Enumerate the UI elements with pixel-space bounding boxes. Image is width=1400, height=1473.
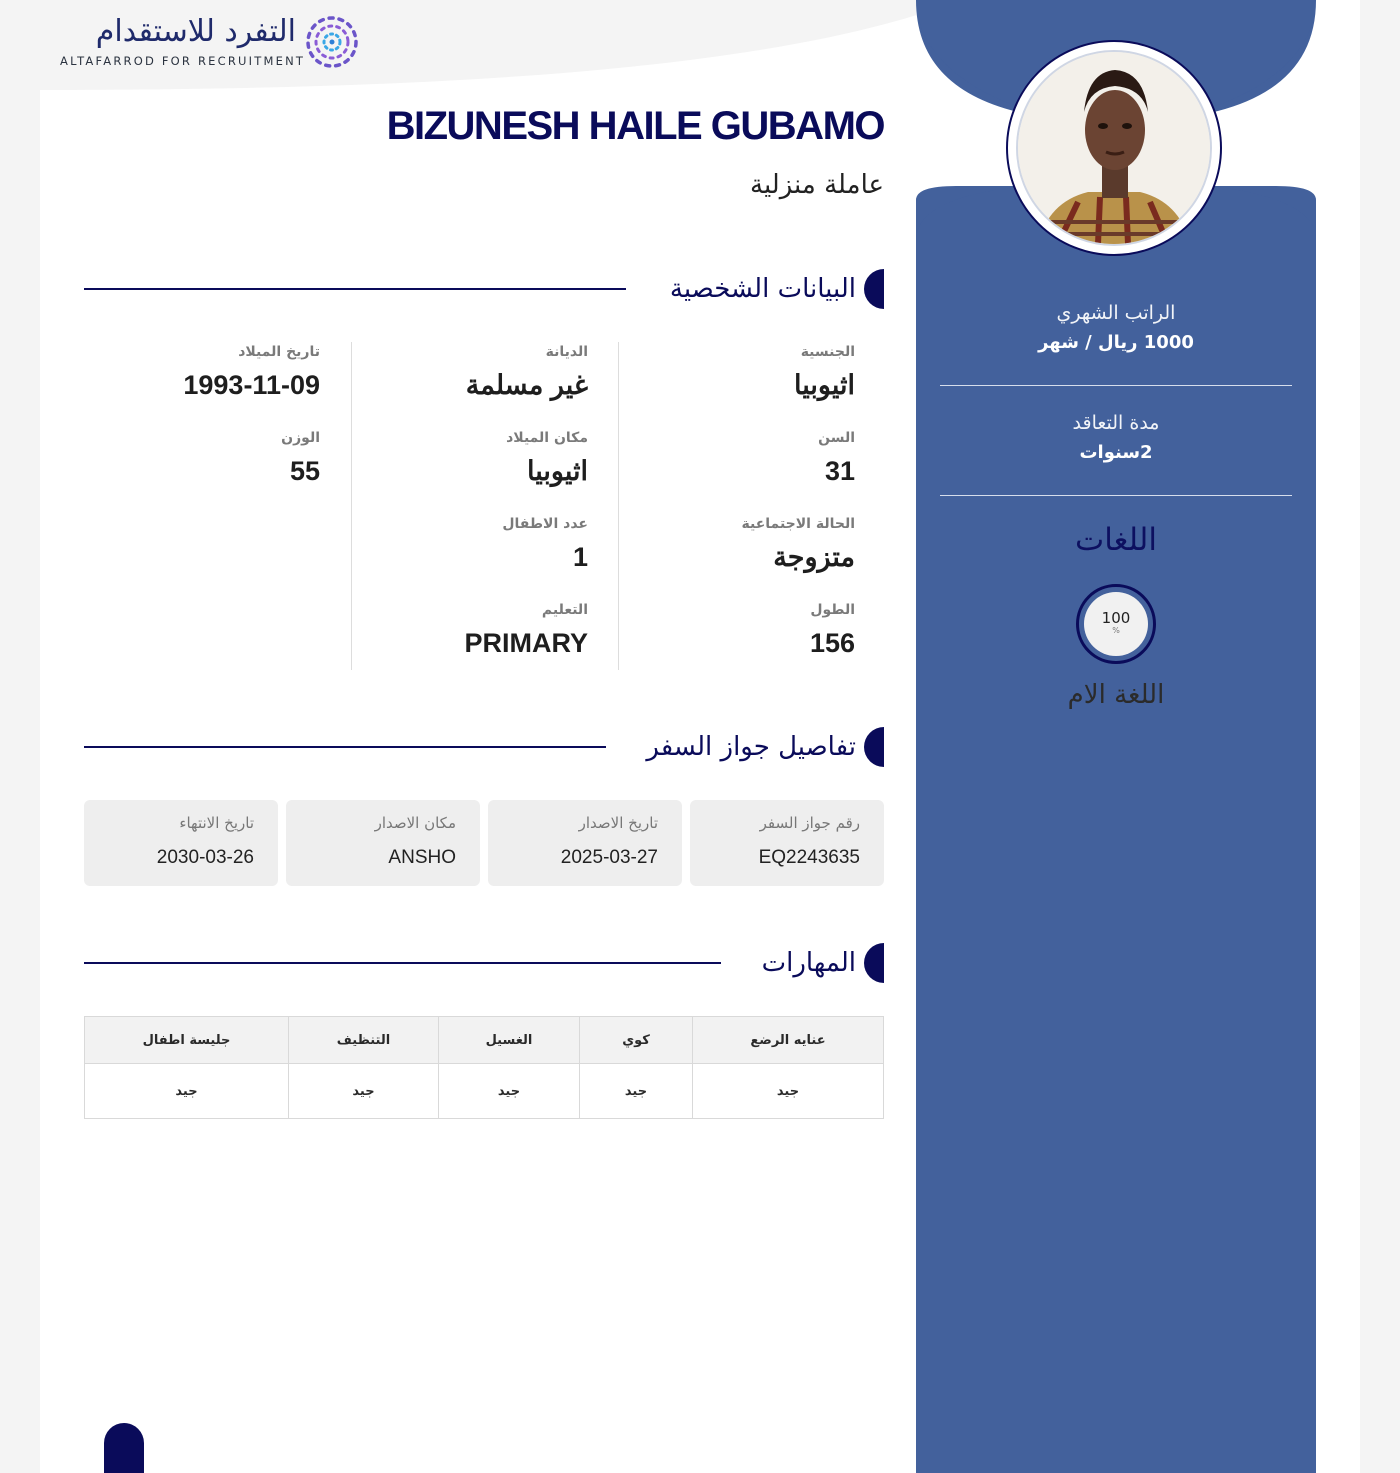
field-label: مكان الميلاد	[506, 430, 588, 446]
candidate-name: BIZUNESH HAILE GUBAMO	[386, 104, 884, 148]
passport-expiry-card	[84, 800, 278, 886]
contract-label: مدة التعاقد	[1072, 412, 1160, 434]
field-value: 156	[809, 628, 855, 658]
table-cell: جيد	[289, 1064, 439, 1119]
company-logo	[60, 14, 360, 74]
section-tab-marker	[864, 727, 884, 767]
card-label: رقم جواز السفر	[759, 814, 860, 832]
contract-block	[940, 412, 1292, 463]
bottom-decor-tab	[104, 1423, 144, 1473]
field-value: 1	[572, 542, 588, 572]
card-value: EQ2243635	[758, 847, 860, 868]
passport-issue-place-card	[286, 800, 480, 886]
job-title: عاملة منزلية	[750, 170, 884, 200]
passport-cards	[84, 800, 884, 886]
section-skills-heading	[84, 943, 884, 983]
candidate-photo	[1016, 50, 1212, 246]
field-marital-status	[619, 516, 855, 573]
table-cell: جيد	[693, 1064, 884, 1119]
personal-data-grid	[84, 342, 884, 670]
field-height	[619, 602, 855, 659]
section-personal-heading	[84, 269, 884, 309]
field-value: اثيوبيا	[793, 370, 855, 400]
field-label: الوزن	[281, 430, 320, 446]
sidebar-divider	[940, 495, 1292, 496]
field-label: الجنسية	[800, 344, 855, 360]
field-label: الحالة الاجتماعية	[741, 516, 855, 532]
field-age	[619, 430, 855, 487]
cv-page	[40, 0, 1360, 1473]
table-header-row	[85, 1017, 884, 1064]
section-passport-heading	[84, 727, 884, 767]
sidebar-divider	[940, 385, 1292, 386]
field-value: 55	[289, 456, 320, 486]
table-header-cell: جليسة اطفال	[85, 1017, 289, 1064]
field-education	[352, 602, 588, 659]
field-label: تاريخ الميلاد	[238, 344, 320, 360]
person-photo-icon	[1018, 52, 1210, 244]
field-children	[352, 516, 588, 573]
language-progress-inner	[1084, 592, 1148, 656]
personal-column-3	[84, 342, 350, 670]
field-value: 1993-11-09	[183, 370, 320, 400]
field-birth-date	[84, 344, 320, 401]
language-percent: 100	[1101, 609, 1131, 627]
logo-english-text: ALTAFARROD FOR RECRUITMENT	[60, 54, 306, 68]
field-birth-place	[352, 430, 588, 487]
table-header-cell: عنايه الرضع	[693, 1017, 884, 1064]
table-cell: جيد	[580, 1064, 693, 1119]
field-label: الطول	[810, 602, 855, 618]
passport-number-card	[690, 800, 884, 886]
card-value: 2025-03-27	[560, 847, 658, 868]
personal-column-1	[618, 342, 885, 670]
section-tab-marker	[864, 269, 884, 309]
field-label: الديانة	[545, 344, 588, 360]
salary-label: الراتب الشهري	[1056, 302, 1176, 324]
section-passport-title: تفاصيل جواز السفر	[646, 732, 856, 762]
card-label: تاريخ الاصدار	[578, 814, 658, 832]
field-label: التعليم	[541, 602, 588, 618]
table-cell: جيد	[85, 1064, 289, 1119]
section-tab-marker	[864, 943, 884, 983]
field-value: متزوجة	[773, 542, 855, 572]
field-value: PRIMARY	[464, 628, 588, 658]
section-skills-title: المهارات	[761, 948, 856, 978]
contract-value: 2سنوات	[1079, 442, 1153, 463]
field-nationality	[619, 344, 855, 401]
table-row	[85, 1064, 884, 1119]
sidebar	[916, 0, 1316, 1473]
logo-dots-icon	[304, 14, 360, 70]
logo-arabic-text: التفرد للاستقدام	[95, 14, 296, 49]
table-header-cell: كوي	[580, 1017, 693, 1064]
card-value: ANSHO	[388, 847, 456, 868]
section-divider-line	[84, 962, 721, 964]
card-label: تاريخ الانتهاء	[179, 814, 254, 832]
passport-issue-date-card	[488, 800, 682, 886]
field-religion	[352, 344, 588, 401]
card-label: مكان الاصدار	[374, 814, 456, 832]
section-divider-line	[84, 288, 626, 290]
field-label: عدد الاطفال	[502, 516, 588, 532]
personal-column-2	[351, 342, 618, 670]
salary-value: 1000 ريال / شهر	[1038, 332, 1194, 353]
candidate-photo-frame	[1006, 40, 1222, 256]
field-weight	[84, 430, 320, 487]
table-cell: جيد	[439, 1064, 580, 1119]
field-value: 31	[824, 456, 855, 486]
section-personal-title: البيانات الشخصية	[669, 274, 856, 304]
language-progress-ring	[1076, 584, 1156, 664]
field-value: اثيوبيا	[526, 456, 588, 486]
languages-title: اللغات	[1075, 522, 1157, 558]
field-value: غير مسلمة	[465, 370, 588, 400]
field-label: السن	[818, 430, 855, 446]
language-name: اللغة الام	[1067, 680, 1165, 710]
skills-table	[84, 1016, 884, 1119]
table-header-cell: الغسيل	[439, 1017, 580, 1064]
salary-block	[940, 302, 1292, 353]
card-value: 2030-03-26	[156, 847, 254, 868]
language-percent-sign: %	[1112, 626, 1120, 635]
table-header-cell: التنظيف	[289, 1017, 439, 1064]
section-divider-line	[84, 746, 606, 748]
